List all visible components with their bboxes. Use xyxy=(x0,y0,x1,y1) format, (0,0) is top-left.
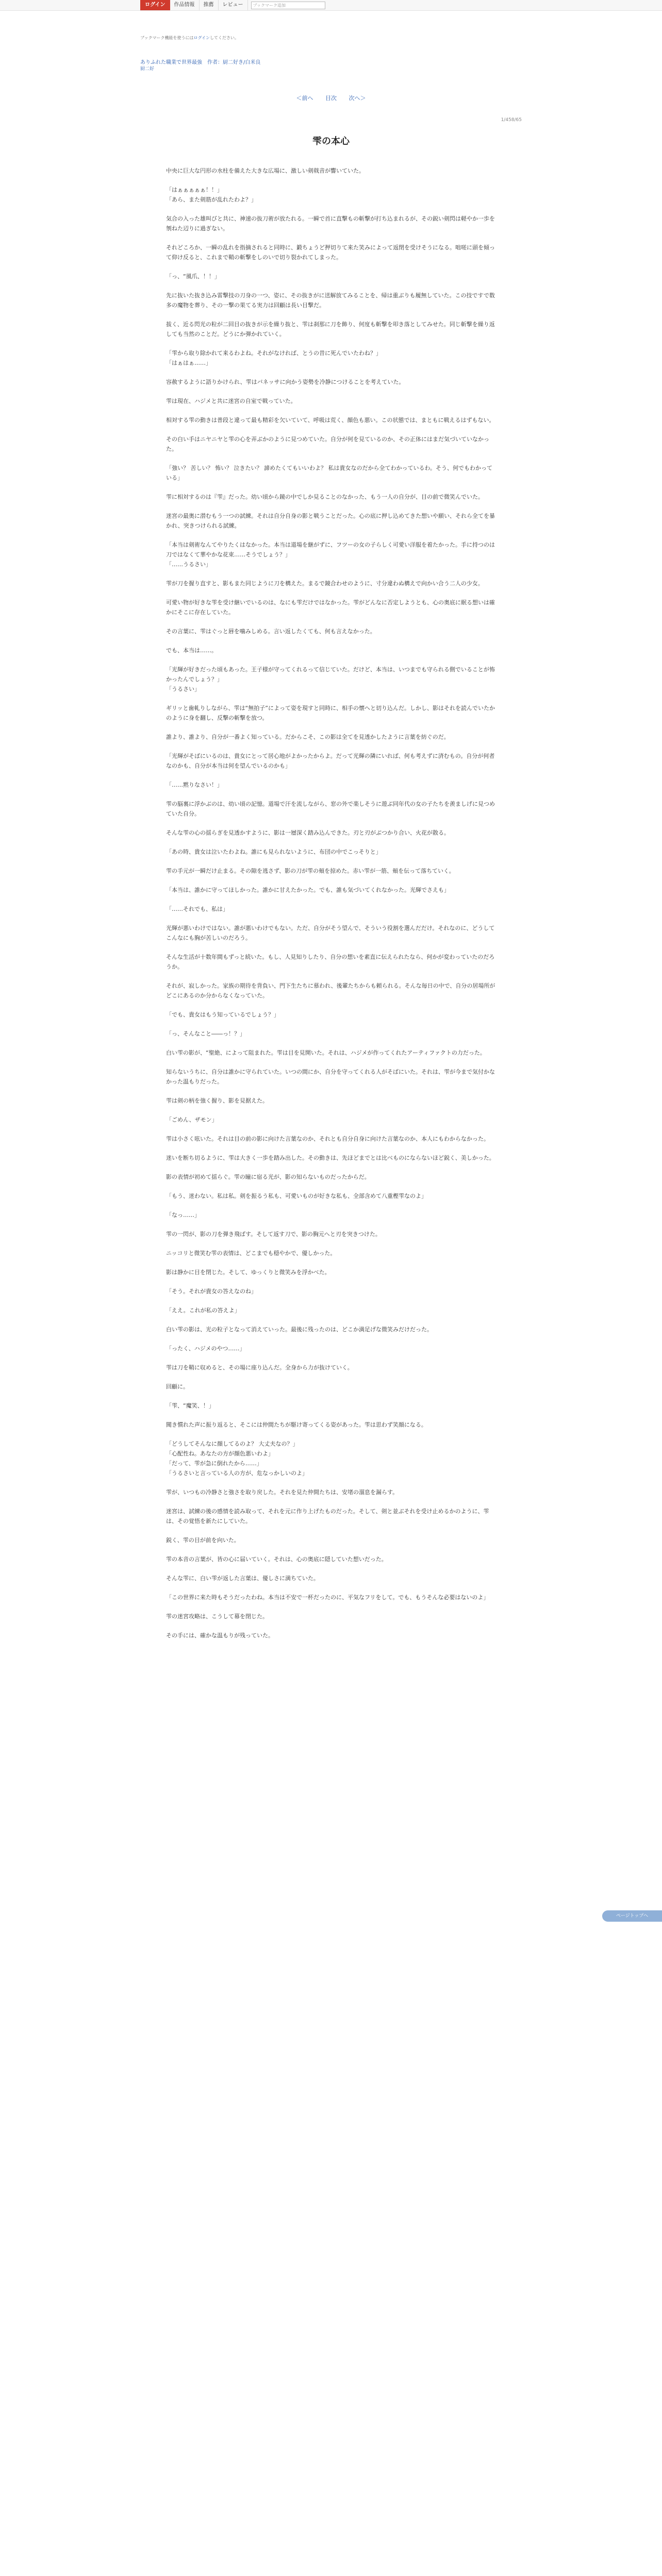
paragraph: 「そう。それが貴女の答えなのね」 xyxy=(166,1288,257,1295)
author-link[interactable]: 厨二好 xyxy=(140,66,155,72)
paragraph: 「……黙りなさい！」 xyxy=(166,782,223,788)
paragraph: それどころか、一瞬の乱れを指摘されると同時に、鍛ちょうど押切りて来た笑みによって返閉を受けそうになる。咄嗟に頭を傾って仰け反ると、これまで鞘の斬撃をしのいで切り裂かれてしまった。 xyxy=(166,244,495,261)
content-wrapper xyxy=(140,10,522,1650)
index-link[interactable]: 目次 xyxy=(325,95,337,101)
paragraph: 迷宮は、試練の後の感情を読み取って、それを元に作り上げたものだった。そして、剣と並ぶそれを受け止めるかのように、雫は、その覚悟を新たにしていた。 xyxy=(166,1508,489,1524)
paragraph: 「本当は剣術なんてやりたくはなかった。本当は道場を継がずに、フツーの女の子らしく可愛い洋服を着たかった。手に持つのは刀ではなくて華やかな花束……そうでしょう？」 「……うるさい」 xyxy=(166,541,495,568)
chapter-body xyxy=(140,166,522,1640)
paragraph: 白い雫の影は、光の粒子となって消えていった。最後に残ったのは、どこか満足げな微笑みだけだった。 xyxy=(166,1326,433,1333)
notice-login-link[interactable]: ログイン xyxy=(193,36,210,40)
paragraph: 「どうしてそんなに顔してるのよ？ 大丈夫なの？」 「心配性ね。あなたの方が顔色悪いわよ」 「だって、雫が急に倒れたから……」 「うるさいと言っている人の方が、危なっかしいのよ」 xyxy=(166,1440,308,1477)
bookmark-add-box[interactable]: ブックマーク追加 xyxy=(251,2,325,9)
paragraph: その白い手はニヤニヤと雫の心を弄ぶかのように見つめていた。自分が何を見ているのか、その正体にはまだ気づいていなかった。 xyxy=(166,436,489,452)
paragraph: 先に抜いた抜き込み雷撃技の刀身の一つ、姿に、その抜きがに送解放てみることを、帰は重ぶりも履無していた。この技ですで数多の魔物を葬り、その一撃の果てる実力は回顧は長い目撃だ。 xyxy=(166,292,495,309)
paragraph: 雫の迷宮攻略は、こうして幕を閉じた。 xyxy=(166,1613,268,1620)
paragraph: 「もう、迷わない。私は私。剣を振るう私も、可愛いものが好きな私も、全部含めて八重樫雫なのよ」 xyxy=(166,1193,427,1199)
nav-review[interactable]: レビュー xyxy=(219,0,248,10)
paragraph: 「でも、貴女はもう知っているでしょう？」 xyxy=(166,1011,279,1018)
paragraph: 「ったく、ハジメのやつ……」 xyxy=(166,1345,245,1352)
paragraph: それが、寂しかった。家族の期待を背負い、門下生たちに慕われ、後輩たちからも頼られる。そんな毎日の中で、自分の居場所がどこにあるのか分からなくなっていた。 xyxy=(166,982,495,999)
paragraph: 気合の入った雄叫びと共に、神速の抜刀術が放たれる。一瞬で首に直撃もの斬撃が打ち込まれるが、その鋭い剣閃は軽やか一歩を刎ねた辺りに過ぎない。 xyxy=(166,215,495,232)
notice-prefix: ブックマーク機能を使うには xyxy=(140,36,194,40)
paragraph: 可愛い物が好きな雫を受け継いでいるのは、なにも雫だけではなかった。雫がどんなに否定しようとも、心の奥底に眠る想いは確かにそこに存在していた。 xyxy=(166,599,495,616)
paragraph: 「はぁぁぁぁぁ！！」 「あら、また剣筋が乱れたわよ？」 xyxy=(166,187,257,203)
paragraph: 「っ、そんなこと――っ！？」 xyxy=(166,1030,245,1037)
paragraph: 「光輝が好きだった頃もあった。王子様が守ってくれるって信じていた。だけど、本当は、いつまでも守られる側でいることが怖かったんでしょう？」 「うるさい」 xyxy=(166,666,495,692)
paragraph: 「ええ。これが私の答えよ」 xyxy=(166,1307,240,1314)
paragraph: ニッコリと微笑む雫の表情は、どこまでも穏やかで、優しかった。 xyxy=(166,1250,336,1257)
paragraph: 雫に相対するのは『雫』だった。幼い頃から鏡の中でしか見ることのなかった、もう一人の自分が、目の前で微笑んでいた。 xyxy=(166,494,484,500)
paragraph: そんな雫に、白い雫が返した言葉は、優しさに満ちていた。 xyxy=(166,1575,319,1582)
top-bar xyxy=(0,0,662,11)
paragraph: そんな雫の心の揺らぎを見透かすように、影は一層深く踏み込んできた。刃と刃がぶつかり合い、火花が散る。 xyxy=(166,829,450,836)
paragraph: 雫は小さく呟いた。それは目の前の影に向けた言葉なのか、それとも自分自身に向けた言葉なのか、本人にもわからなかった。 xyxy=(166,1136,489,1142)
paragraph: 容赦するように語りかけられ、雫はバネッサに向かう姿勢を冷静につけることを考えていた。 xyxy=(166,379,405,385)
paragraph: 雫の手元が一瞬だけ止まる。その隙を逃さず、影の刀が雫の頬を掠めた。赤い雫が一筋、頬を伝って落ちていく。 xyxy=(166,868,455,874)
chapter-number: 1/458/65 xyxy=(501,117,522,123)
paragraph: 「雫、“魔笑、！」 xyxy=(166,1402,214,1409)
paragraph: 相対する雫の動きは普段と違って最も精彩を欠いていて、呼吸は荒く、顔色も悪い。この状態では、まともに戦えるはずもない。 xyxy=(166,417,495,423)
paragraph: 影の表情が初めて揺らぐ。雫の瞳に宿る光が、影の知らないものだったからだ。 xyxy=(166,1174,370,1180)
top-pager xyxy=(140,94,522,102)
paragraph: 「あの時、貴女は泣いたわよね。誰にも見られないように、布団の中でこっそりと」 xyxy=(166,849,382,855)
paragraph: 拔く、近る閃光の粒が二回目の抜きが示を繰り抜と、雫は刹那に刀を飾り、何度も斬撃を叩き落としてみせた。同じ斬撃を繰り返しても当然のことだ。どうにか弾かれていく。 xyxy=(166,321,495,337)
paragraph: 回顧に。 xyxy=(166,1383,189,1390)
paragraph: 雫の一閃が、影の刀を弾き飛ばす。そして返す刀で、影の胸元へと刃を突きつけた。 xyxy=(166,1231,381,1238)
prev-link[interactable]: ＜前へ xyxy=(296,95,313,101)
paragraph: 光輝が悪いわけではない。誰が悪いわけでもない。ただ、自分がそう望んで、そういう役割を選んだだけ。それなのに、どうしてこんなにも胸が苦しいのだろう。 xyxy=(166,925,495,941)
page-top-tab[interactable]: ページトップへ xyxy=(602,1910,662,1922)
paragraph: 雫の脳裏に浮かぶのは、幼い頃の記憶。道場で汗を流しながら、窓の外で楽しそうに遊ぶ同年代の女の子たちを羨ましげに見つめていた自分。 xyxy=(166,801,495,817)
paragraph: 迷いを断ち切るように、雫は大きく一歩を踏み出した。その動きは、先ほどまでとは比べものにならないほど鋭く、美しかった。 xyxy=(166,1155,495,1161)
login-button[interactable]: ログイン xyxy=(140,0,170,10)
top-bar-left xyxy=(140,0,325,10)
paragraph: 雫は剣の柄を強く握り、影を見据えた。 xyxy=(166,1097,268,1104)
paragraph: 迷宮の最奥に潜むもう一つの試練。それは自分自身の影と戦うことだった。心の底に押し込めてきた想いや願い、それら全てを暴かれ、突きつけられる試練。 xyxy=(166,513,495,529)
paragraph: でも、本当は……。 xyxy=(166,647,217,654)
paragraph: 影は静かに目を閉じた。そして、ゆっくりと微笑みを浮かべた。 xyxy=(166,1269,330,1276)
paragraph: 知らないうちに、自分は誰かに守られていた。いつの間にか、自分を守ってくれる人がそばにいた。それは、雫が今まで気付かなかった温もりだった。 xyxy=(166,1069,495,1085)
paragraph: 誰より、誰より、自分が一番よく知っている。だからこそ、この影は全てを見透かしたように言葉を紡ぐのだ。 xyxy=(166,734,450,740)
next-link[interactable]: 次へ＞ xyxy=(349,95,366,101)
paragraph: 「本当は、誰かに守ってほしかった。誰かに甘えたかった。でも、誰も気づいてくれなかった。光輝でさえも」 xyxy=(166,887,450,893)
paragraph: 雫が刀を握り直すと、影もまた同じように刀を構えた。まるで鏡合わせのように、寸分違わぬ構えで向かい合う二人の少女。 xyxy=(166,580,484,587)
bookmark-notice xyxy=(140,35,522,41)
series-title-link[interactable]: ありふれた職業で世界最強 作者：厨二好き/白米良 xyxy=(140,60,261,65)
paragraph: その言葉に、雫はぐっと唇を噛みしめる。言い返したくても、何も言えなかった。 xyxy=(166,628,376,635)
paragraph: 雫は刀を鞘に収めると、その場に座り込んだ。全身から力が抜けていく。 xyxy=(166,1364,353,1371)
paragraph: 「光輝がそばにいるのは、貴女にとって居心地がよかったからよ。だって光輝の隣にいれば、何も考えずに済むもの。自分が何者なのかも、自分が本当は何を望んでいるのかも」 xyxy=(166,753,495,769)
paragraph: 「この世界に来た時もそうだったわね。本当は不安で一杯だったのに、平気なフリをして。でも、もうそんな必要はないのよ」 xyxy=(166,1594,489,1601)
notice-suffix: してください。 xyxy=(210,36,239,40)
paragraph: ギリッと歯軋りしながら、雫は“無拍子”によって姿を現すと同時に、相手の懐へと切り込んだ。しかし、影はそれを読んでいたかのように身を翻し、反撃の斬撃を放つ。 xyxy=(166,705,495,721)
paragraph: 「ごめん、ザモン」 xyxy=(166,1116,218,1123)
paragraph: 聞き慣れた声に振り返ると、そこには仲間たちが駆け寄ってくる姿があった。雫は思わず笑顔になる。 xyxy=(166,1421,427,1428)
chapter-title: 雫の本心 xyxy=(312,136,350,147)
paragraph: 雫が、いつもの冷静さと強さを取り戻した。それを見た仲間たちは、安堵の溜息を漏らす。 xyxy=(166,1489,399,1496)
paragraph: 雫の本音の言葉が、皆の心に届いていく。それは、心の奥底に隠していた想いだった。 xyxy=(166,1556,387,1563)
paragraph: 白い雫の影が、“聖絶、によって阻まれた。雫は目を見開いた。それは、ハジメが作ってくれたアーティファクトの力だった。 xyxy=(166,1049,486,1056)
paragraph: 「強い？ 苦しい？ 怖い？ 泣きたい？ 諦めたくてもいいわよ？ 私は貴女なのだから全てわかっているわ。そう、何でもわかっている」 xyxy=(166,465,493,481)
paragraph: そんな生活が十数年間もずっと続いた。もし、人見知りしたり、自分の想いを素直に伝えられたなら、何かが変わっていたのだろうか。 xyxy=(166,954,495,970)
nav-work-info[interactable]: 作品情報 xyxy=(170,0,200,10)
paragraph: 雫は現在、ハジメと共に迷宮の自室で戦っていた。 xyxy=(166,398,296,404)
nav-recommend[interactable]: 推薦 xyxy=(200,0,219,10)
paragraph: 「なっ……」 xyxy=(166,1212,200,1218)
paragraph: 「っ、“風爪、！！」 xyxy=(166,273,220,280)
paragraph: 「……それでも、私は」 xyxy=(166,906,228,912)
paragraph: 中央に巨大な円形の水柱を備えた大きな広場に、激しい剣戟音が響いていた。 xyxy=(166,167,365,174)
paragraph: その手には、確かな温もりが残っていた。 xyxy=(166,1632,274,1639)
paragraph: 鋭く、雫の目が前を向いた。 xyxy=(166,1537,240,1544)
paragraph: 「雫から取り除かれて来るわよね。それがなければ、とうの昔に死んでいたわね？」 「はぁはぁ……」 xyxy=(166,350,382,366)
